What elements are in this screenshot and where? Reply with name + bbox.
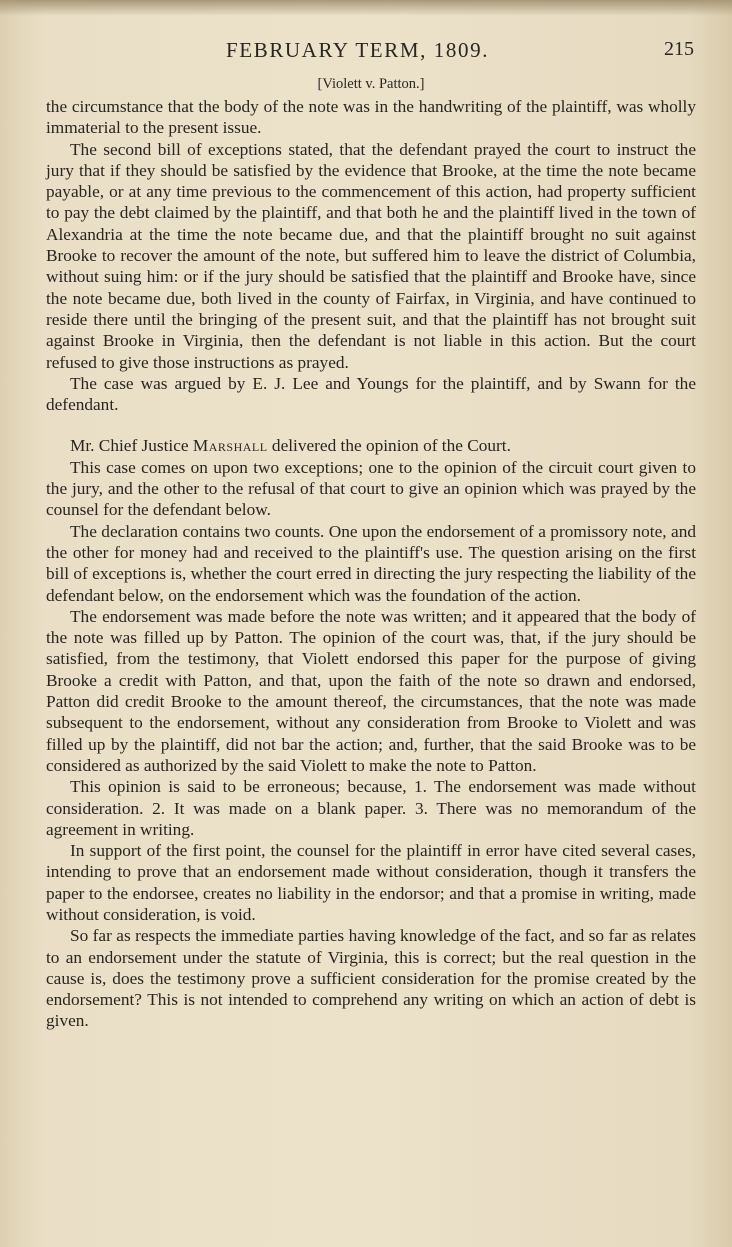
body-text <box>46 96 696 1032</box>
opinion-intro <box>46 435 696 456</box>
page-number: 215 <box>664 38 694 60</box>
paragraph-second-bill: The second bill of exceptions stated, that the defendant prayed the court to instruct the jury that if they should be satisfied by the evidence that Brooke, at the time the note became payable, or at any time previous to the commencement of this action, had property sufficient to pay the debt claimed by the plaintiff, and that both he and the plaintiff lived in the town of Alexandria at the time the note became due, and that the plaintiff brought no suit against Brooke to recover the amount of the note, but suffered him to leave the district of Columbia, without suing him: or if the jury should be satisfied that the plaintiff and Brooke have, since the note became due, both lived in the county of Fairfax, in Virginia, and have continued to reside there until the bringing of the present suit, and that the plaintiff has not brought suit against Brooke in Virginia, then the defendant is not liable in this action. But the court refused to give those instructions as prayed. <box>46 139 696 372</box>
paragraph-counsel: The case was argued by E. J. Lee and Youngs for the plaintiff, and by Swann for the defendant. <box>46 373 696 415</box>
paragraph-continuation: the circumstance that the body of the note was in the handwriting of the plaintiff, was wholly immaterial to the present issue. <box>46 97 696 138</box>
paragraph-exceptions: This case comes on upon two exceptions; one to the opinion of the circuit court given to the jury, and the other to the refusal of that court to give an opinion which was prayed by the counsel for the defendant below. <box>46 457 696 520</box>
opinion-intro-before: Mr. Chief Justice <box>70 436 189 456</box>
opinion-intro-after: delivered the opinion of the Court. <box>271 436 511 456</box>
paragraph-erroneous: This opinion is said to be erroneous; because, 1. The endorsement was made without consideration. 2. It was made on a blank paper. 3. There was no memorandum of the agreement in writing. <box>46 777 696 839</box>
page-top-shadow <box>0 0 732 16</box>
paragraph-immediate-parties: So far as respects the immediate parties having knowledge of the fact, and so far as relates to an endorsement under the statute of Virginia, this is correct; but the real question in the cause is, does the testimony prove a sufficient consideration for the promise created by the endorsement? This is not intended to comprehend any writing on which an action of debt is given. <box>46 926 696 1031</box>
paragraph-first-point: In support of the first point, the counsel for the plaintiff in error have cited several cases, intending to prove that an endorsement made without consideration, though it transfers the paper to the endorsee, creates no liability in the endorsor; and that a promise in writing, made without consideration, is void. <box>46 841 696 924</box>
paragraph-declaration: The declaration contains two counts. One upon the endorsement of a promissory note, and the other for money had and received to the plaintiff's use. The question arising on the first bill of exceptions is, whether the court erred in directing the jury respecting the liability of the defendant below, on the endorsement which was the foundation of the action. <box>46 521 696 605</box>
justice-name: Marshall <box>192 436 268 456</box>
case-reference: [Violett v. Patton.] <box>317 76 425 92</box>
paragraph-endorsement: The endorsement was made before the note was written; and it appeared that the body of the note was filled up by Patton. The opinion of the court was, that, if the jury should be satisfied, from the testimony, that Violett endorsed this paper for the purpose of giving Brooke a credit with Patton, and that, upon the faith of the note so drawn and endorsed, Patton did credit Brooke to the amount thereof, the circumstances, that the note was made subsequent to the endorsement, without any consideration from Brooke to Violett and was filled up by the plaintiff, did not bar the action; and, further, that the said Brooke was to be considered as authorized by the said Violett to make the note to Patton. <box>46 606 696 775</box>
running-head-title: FEBRUARY TERM, 1809. <box>226 38 490 62</box>
running-head <box>0 38 732 68</box>
